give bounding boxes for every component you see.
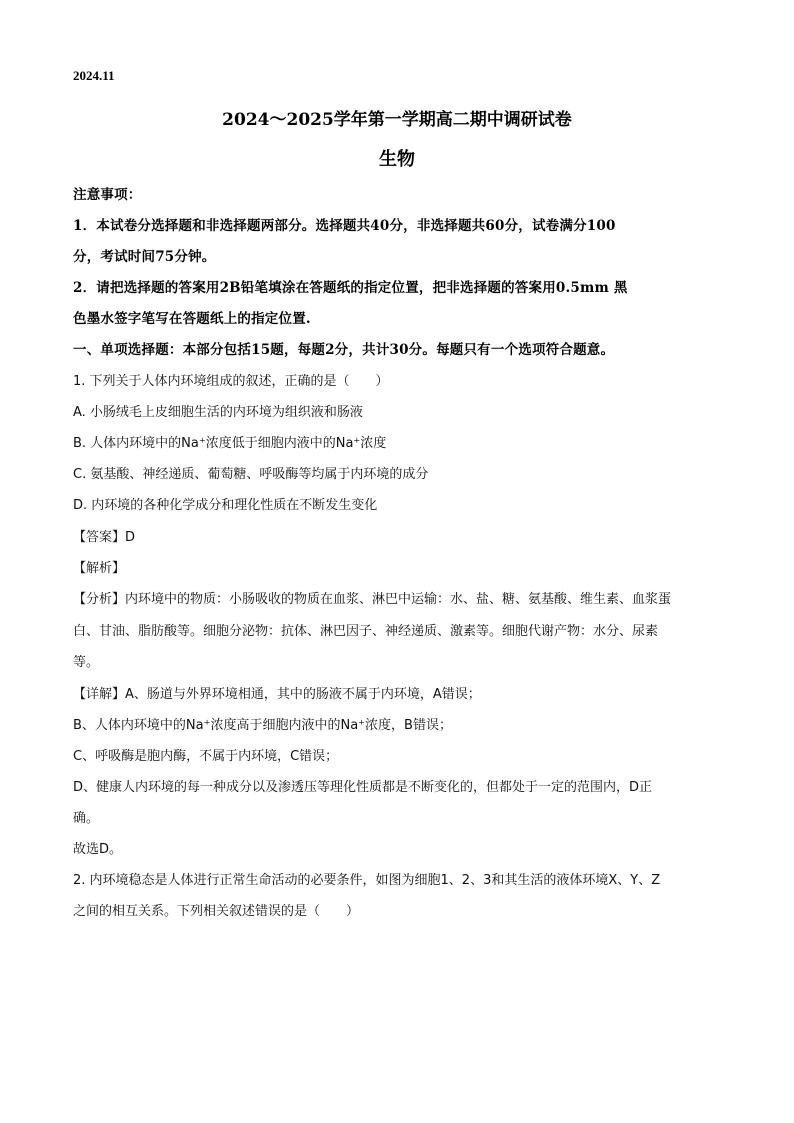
question-2-stem-line-1: 2. 内环境稳态是人体进行正常生命活动的必要条件，如图为细胞1、2、3和其生活的液体环境X、Y、Z [73,873,661,888]
notes-item-1-line-1: 1．本试卷分选择题和非选择题两部分。选择题共40分，非选择题共60分，试卷满分100 [73,218,616,234]
exam-subject: 生物 [379,149,415,170]
question-1-xiangjie-a: 【详解】A、肠道与外界环境相通，其中的肠液不属于内环境，A错误； [73,687,481,702]
question-1-xiangjie-c: C、呼吸酶是胞内酶，不属于内环境，C错误； [73,749,339,764]
question-1-fenxi-line-3: 等。 [73,655,100,670]
exam-date: 2024.11 [73,68,115,83]
question-1-conclusion: 故选D。 [73,842,123,857]
question-1-xiangjie-d-line-1: D、健康人内环境的每一种成分以及渗透压等理化性质都是不断变化的，但都处于一定的范围内，D正 [73,780,653,795]
question-1-fenxi-line-1: 【分析】内环境中的物质：小肠吸收的物质在血浆、淋巴中运输：水、盐、糖、氨基酸、维生素、血浆蛋 [73,592,672,607]
question-2-stem-line-2: 之间的相互关系。下列相关叙述错误的是（ ） [73,904,360,919]
notes-item-2-line-2: 色墨水签字笔写在答题纸上的指定位置. [73,311,311,327]
notes-heading: 注意事项： [73,187,142,203]
question-1-answer: 【答案】D [73,530,136,545]
question-1-xiangjie-d-line-2: 确。 [73,811,100,826]
question-1-fenxi-line-2: 白、甘油、脂肪酸等。细胞分泌物：抗体、淋巴因子、神经递质、激素等。细胞代谢产物：水分、尿素 [73,624,659,639]
section-1-heading: 一、单项选择题：本部分包括15题，每题2分，共计30分。每题只有一个选项符合题意。 [73,342,615,358]
question-1-option-a: A. 小肠绒毛上皮细胞生活的内环境为组织液和肠液 [73,405,363,420]
question-1-option-d: D. 内环境的各种化学成分和理化性质在不断发生变化 [73,498,378,513]
question-1-stem: 1. 下列关于人体内环境组成的叙述，正确的是（ ） [73,374,389,389]
question-1-analysis-label: 【解析】 [73,561,126,576]
notes-item-1-line-2: 分，考试时间75分钟。 [73,249,216,265]
notes-item-2-line-1: 2．请把选择题的答案用2B铅笔填涂在答题纸的指定位置，把非选择题的答案用0.5mm 黑 [73,280,628,296]
question-1-option-c: C. 氨基酸、神经递质、葡萄糖、呼吸酶等均属于内环境的成分 [73,467,429,482]
question-1-option-b: B. 人体内环境中的Na⁺浓度低于细胞内液中的Na⁺浓度 [73,436,387,451]
exam-title: 2024～2025学年第一学期高二期中调研试卷 [222,110,572,130]
question-1-xiangjie-b: B、人体内环境中的Na⁺浓度高于细胞内液中的Na⁺浓度，B错误； [73,718,452,733]
